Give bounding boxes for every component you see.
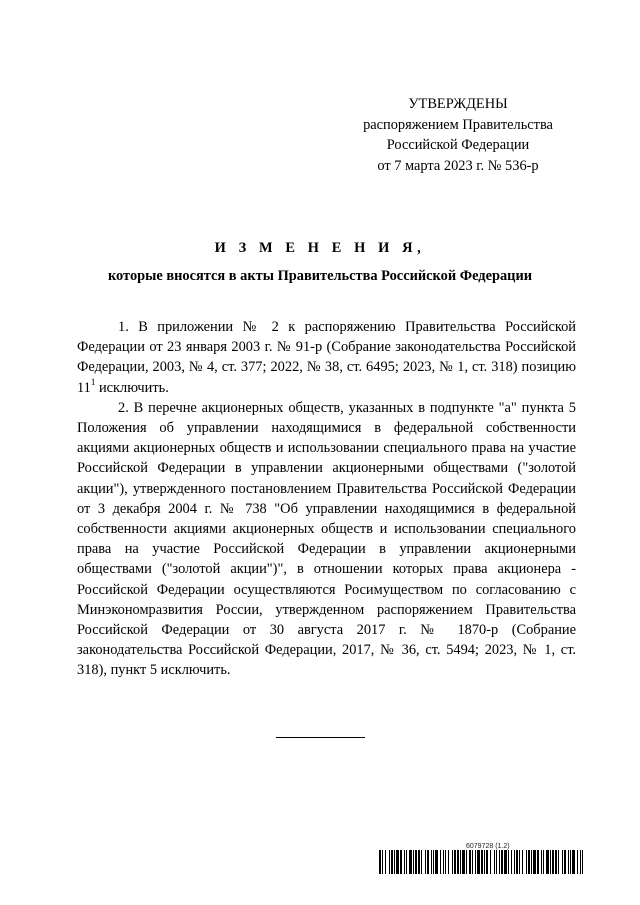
barcode-bar [431,850,432,874]
barcode-bar [475,850,476,874]
barcode-bar [519,850,520,874]
barcode-bar [514,850,515,874]
barcode-bar [494,850,495,874]
barcode-bar [443,850,444,874]
barcode-bar [558,850,559,874]
barcode-bar [526,850,527,874]
barcode-bar [385,850,386,874]
barcode-bar [466,850,467,874]
barcode-bar [445,850,446,874]
barcode-bar [504,850,507,874]
barcode-bar [389,850,390,874]
barcode-bar [531,850,532,874]
barcode-bar [421,850,422,874]
barcode-bar [490,850,491,874]
document-body [77,317,576,681]
barcode-bar [477,850,480,874]
barcode-bar [460,850,461,874]
barcode-bar [406,850,407,874]
barcode-bar [394,850,395,874]
paragraph-2: 2. В перечне акционерных обществ, указанных в подпункте "а" пункта 5 Положения об управлении находящимися в федеральной собственности акциями акционерных обществ и использовании специального права на участие Российской Федерации в управлении акционерными обществами ("золотой акции"), утвержденного постановлением Правительства Российской Федерации от 3 декабря 2004 г. № 738 "Об управлении находящимися в федеральной собственности акциями акционерных обществ и использовании специального права на участие Российской Федерации в управлении акционерными обществами ("золотой акции")", в отношении которых права акционера - Российской Федерации осуществляются Росимуществом по согласованию с Минэкономразвития России, утвержденном распоряжением Правительства Российской Федерации от 30 августа 2017 г. № 1870-р (Собрание законодательства Российской Федерации, 2017, № 36, ст. 5494; 2023, № 1, ст. 318), пункт 5 исключить. [77,399,576,679]
barcode-bar [552,850,554,874]
barcode-bar [550,850,551,874]
barcode-bar [486,850,488,874]
barcode-bar [533,850,536,874]
barcode-bar [379,850,381,874]
barcode-bar [462,850,465,874]
approval-title: УТВЕРЖДЕНЫ [408,96,508,112]
barcode-bar [572,850,575,874]
barcode-bar [511,850,512,874]
barcode-bar [413,850,414,874]
barcode-bar [454,850,456,874]
barcode-bar [537,850,539,874]
barcode [379,850,584,874]
barcode-bar [396,850,399,874]
barcode-bar [568,850,569,874]
approval-date-line: от 7 марта 2023 г. № 536-р [377,157,539,174]
barcode-bar [484,850,485,874]
barcode-bar [577,850,578,874]
barcode-bar [382,850,383,874]
paragraph-1 [77,317,576,398]
barcode-bar [541,850,542,874]
barcode-bar [469,850,471,874]
barcode-bar [415,850,417,874]
barcode-bar [501,850,503,874]
barcode-bar [418,850,420,874]
barcode-bar [427,850,429,874]
approval-stamp [340,94,576,176]
barcode-bar [580,850,581,874]
barcode-bar [543,850,544,874]
barcode-bar [448,850,449,874]
barcode-bar [440,850,441,874]
document-subheading: которые вносятся в акты Правительства Российской Федерации [107,268,533,284]
barcode-bar [499,850,500,874]
barcode-bar [562,850,563,874]
approval-order-line: распоряжением Правительства [363,116,553,133]
document-heading: И З М Е Н Е Н И Я, [214,240,426,256]
barcode-bar [496,850,497,874]
barcode-bar [564,850,566,874]
barcode-bar [472,850,473,874]
barcode-bar [508,850,509,874]
barcode-bar [391,850,393,874]
barcode-bar [555,850,557,874]
barcode-bar [435,850,438,874]
barcode-bar [452,850,453,874]
barcode-bar [528,850,530,874]
barcode-bar [433,850,434,874]
barcode-bar [404,850,405,874]
barcode-bar [481,850,483,874]
paragraph-1-text: 1. В приложении № 2 к распоряжению Правительства Российской Федерации от 23 января 2003 г. № 91-р (Собрание законодательства Российской Федерации, 2003, № 4, ст. 377; 2022, № 38, ст. 6495; 2023, № 1, ст. 318) позицию 11 [77,319,576,396]
barcode-bar [582,850,583,874]
document-number: 6079728 (1.2) [466,843,510,850]
barcode-bar [425,850,426,874]
barcode-bar [409,850,412,874]
barcode-bar [570,850,571,874]
barcode-bar [522,850,523,874]
approval-government-line: Российской Федерации [386,137,530,154]
barcode-bar [400,850,402,874]
paragraph-1-tail: исключить. [95,379,169,396]
barcode-bar [457,850,459,874]
barcode-bar [546,850,549,874]
superscript: 1 [90,376,96,387]
barcode-bar [516,850,518,874]
end-separator-line [276,737,365,738]
